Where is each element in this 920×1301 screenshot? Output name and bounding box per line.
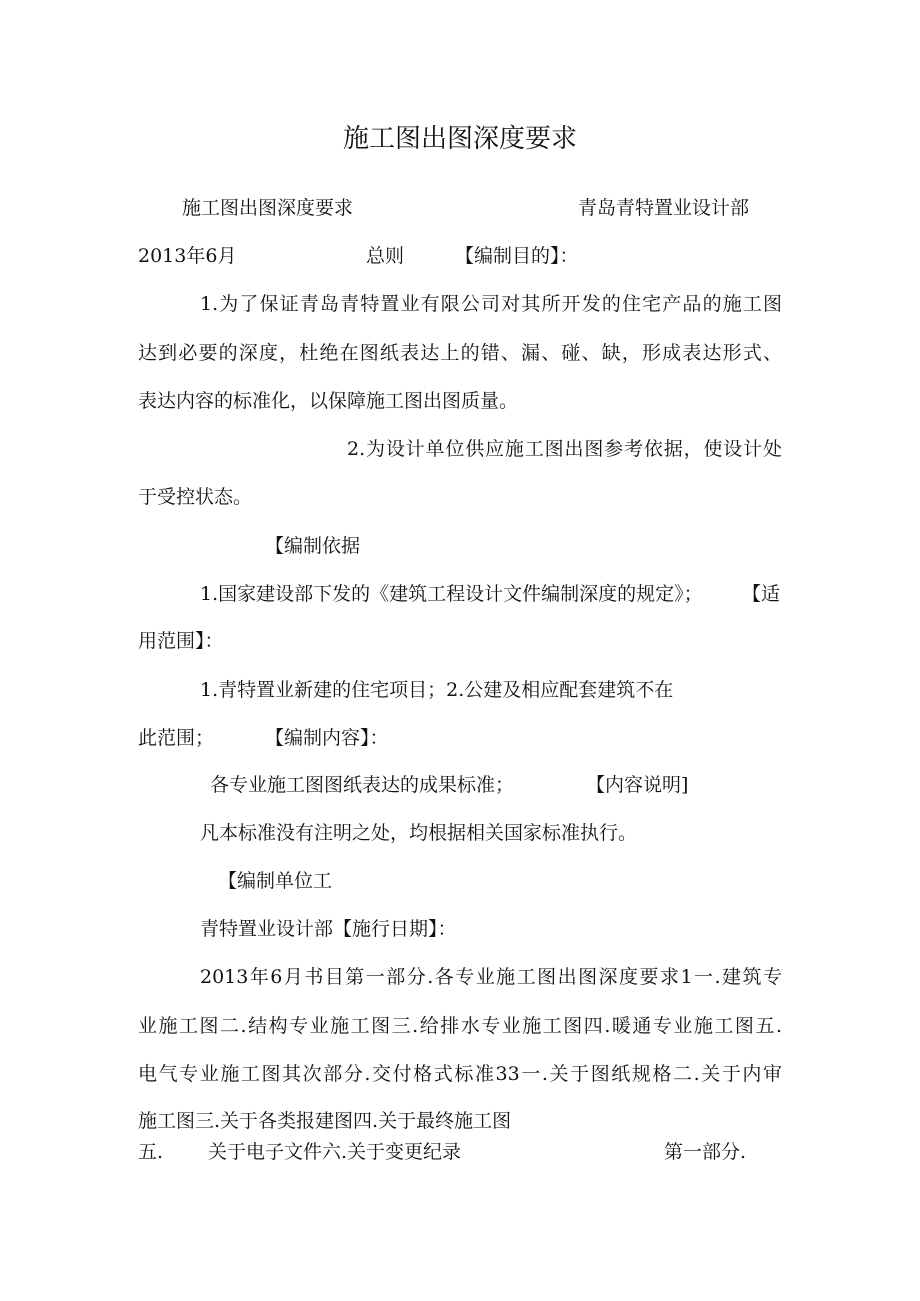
purpose-p2-line1: 2.为设计单位供应施工图出图参考依据，使设计处 <box>347 438 782 460</box>
content-note-text: 凡本标准没有注明之处，均根据相关国家标准执行。 <box>200 822 638 844</box>
unit-text: 青特置业设计部【施行日期】： <box>200 918 457 940</box>
scope-heading: 用范围】： <box>138 630 224 652</box>
document-title: 施工图出图深度要求 <box>342 124 577 154</box>
header-right: 青岛青特置业设计部 <box>578 197 750 219</box>
toc-line1: 2013年6月书目第一部分.各专业施工图出图深度要求1一.建筑专 <box>200 966 782 988</box>
scope-line2-text: 此范围； <box>138 727 215 749</box>
scope-line1: 1.青特置业新建的住宅项目；2.公建及相应配套建筑不在 <box>200 679 674 701</box>
toc-line2: 业施工图二.结构专业施工图三.给排水专业施工图四.暖通专业施工图五. <box>138 1015 782 1037</box>
content-text: 各专业施工图图纸表达的成果标准； <box>210 774 515 796</box>
purpose-heading: 【编制目的】： <box>455 245 579 267</box>
purpose-p2-line2: 于受控状态。 <box>138 486 253 508</box>
content-note-heading: 【内容说明] <box>586 774 689 796</box>
basis-line1-text: 1.国家建设部下发的《建筑工程设计文件编制深度的规定》； <box>200 583 703 605</box>
purpose-p1-line3: 表达内容的标准化，以保障施工图出图质量。 <box>138 390 519 412</box>
basis-line1-bracket: 【适 <box>742 583 781 605</box>
purpose-p1-line1: 1.为了保证青岛青特置业有限公司对其所开发的住宅产品的施工图 <box>200 293 782 315</box>
toc-last-right: 第一部分. <box>664 1141 747 1163</box>
header-left: 施工图出图深度要求 <box>182 197 354 219</box>
general-label: 总则 <box>366 245 405 267</box>
toc-line3: 电气专业施工图其次部分.交付格式标准33一.关于图纸规格二.关于内审 <box>138 1063 782 1085</box>
toc-last-num: 五. <box>138 1141 164 1163</box>
toc-last-text: 关于电子文件六.关于变更纪录 <box>208 1141 462 1163</box>
basis-heading: 【编制依据 <box>265 535 361 557</box>
purpose-p1-line2: 达到必要的深度，杜绝在图纸表达上的错、漏、碰、缺，形成表达形式、 <box>138 342 782 364</box>
content-heading: 【编制内容】： <box>265 727 389 749</box>
unit-heading: 【编制单位工 <box>218 870 333 892</box>
toc-line4: 施工图三.关于各类报建图四.关于最终施工图 <box>138 1110 512 1132</box>
date: 2013年6月 <box>138 245 237 267</box>
